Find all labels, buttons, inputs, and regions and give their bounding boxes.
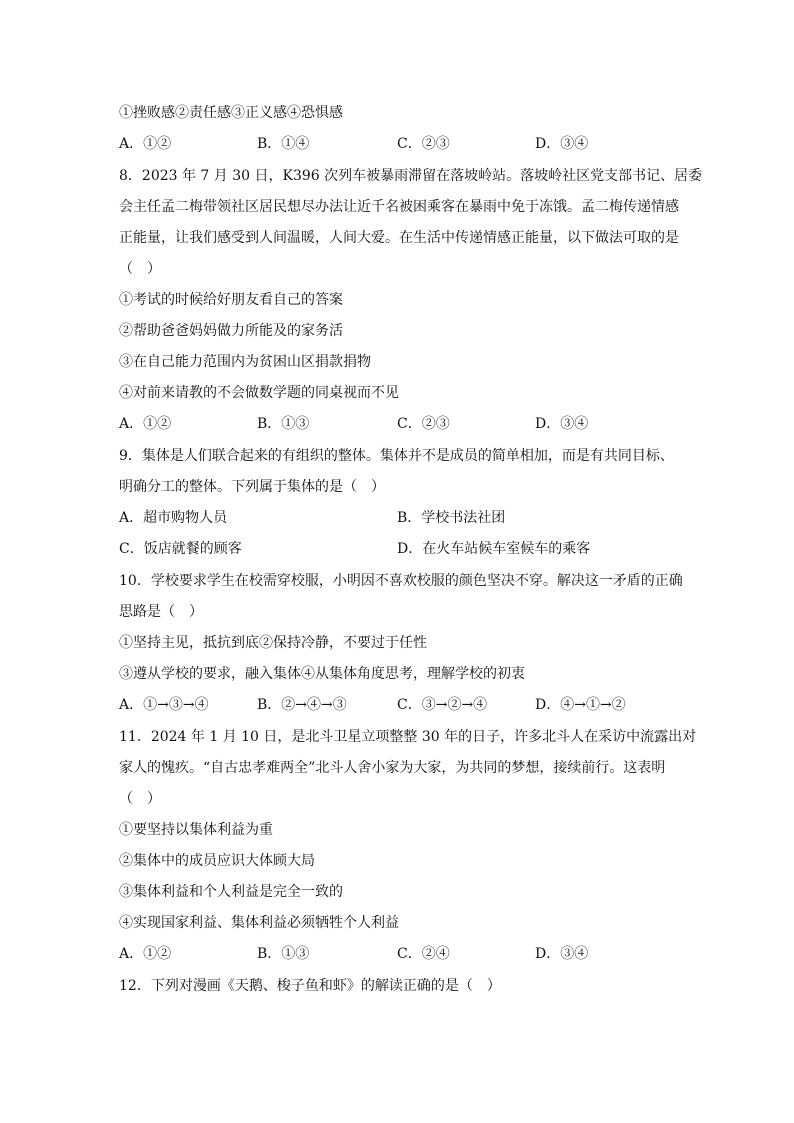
q10-option-a: A．①→③→④ xyxy=(119,697,209,713)
q11-item: ④实现国家利益、集体利益必须牺牲个人利益 xyxy=(119,915,399,931)
q11-item: ②集体中的成员应识大体顾大局 xyxy=(119,853,315,869)
q10-item: ①坚持主见，抵抗到底②保持冷静，不要过于任性 xyxy=(119,635,427,651)
q7-option-b: B．①④ xyxy=(257,136,310,152)
q11-item: ③集体利益和个人利益是完全一致的 xyxy=(119,884,343,900)
q12-stem-line: 12．下列对漫画《天鹅、梭子鱼和虾》的解读正确的是（ ） xyxy=(119,978,501,994)
q10-option-d: D．④→①→② xyxy=(535,697,626,713)
q7-option-d: D．③④ xyxy=(535,136,589,152)
q11-stem-line: 11．2024 年 1 月 10 日，是北斗卫星立项整整 30 年的日子，许多北斗人在采访中流露出对 xyxy=(119,729,697,745)
q10-item: ③遵从学校的要求，融入集体④从集体角度思考，理解学校的初衷 xyxy=(119,666,525,682)
q7-items: ①挫败感②责任感③正义感④恐惧感 xyxy=(119,105,343,121)
q9-stem-line: 明确分工的整体。下列属于集体的是（ ） xyxy=(119,479,385,495)
q7-option-c: C．②③ xyxy=(397,136,450,152)
q9-option-b: B．学校书法社团 xyxy=(397,510,506,526)
q10-stem-line: 10．学校要求学生在校需穿校服，小明因不喜欢校服的颜色坚决不穿。解决这一矛盾的正确 xyxy=(119,573,683,589)
q9-option-c: C．饭店就餐的顾客 xyxy=(119,541,242,557)
q11-option-b: B．①③ xyxy=(257,946,310,962)
q8-stem-line: 正能量，让我们感受到人间温暖，人间大爱。在生活中传递情感正能量，以下做法可取的是 xyxy=(119,230,679,246)
q8-option-b: B．①③ xyxy=(257,416,310,432)
q8-item: ③在自己能力范围内为贫困山区捐款捐物 xyxy=(119,354,371,370)
q8-stem-line: 会主任孟二梅带领社区居民想尽办法让近千名被困乘客在暴雨中免于冻饿。孟二梅传递情感 xyxy=(119,199,679,215)
q8-stem-line: （ ） xyxy=(119,261,161,277)
q10-stem-line: 思路是（ ） xyxy=(119,604,203,620)
q11-option-a: A．①② xyxy=(119,946,172,962)
q8-option-a: A．①② xyxy=(119,416,172,432)
q8-item: ①考试的时候给好朋友看自己的答案 xyxy=(119,292,343,308)
q10-option-b: B．②→④→③ xyxy=(257,697,347,713)
q8-item: ②帮助爸爸妈妈做力所能及的家务活 xyxy=(119,323,343,339)
q11-stem-line: （ ） xyxy=(119,791,161,807)
q9-option-d: D．在火车站候车室候车的乘客 xyxy=(397,541,591,557)
q8-item: ④对前来请教的不会做数学题的同桌视而不见 xyxy=(119,385,399,401)
q11-item: ①要坚持以集体利益为重 xyxy=(119,822,273,838)
q8-option-d: D．③④ xyxy=(535,416,589,432)
q8-option-c: C．②③ xyxy=(397,416,450,432)
q11-option-d: D．③④ xyxy=(535,946,589,962)
q10-option-c: C．③→②→④ xyxy=(397,697,488,713)
q9-option-a: A．超市购物人员 xyxy=(119,510,228,526)
q11-stem-line: 家人的愧疚。“自古忠孝难两全”北斗人舍小家为大家，为共同的梦想，接续前行。这表明 xyxy=(119,760,666,776)
q7-option-a: A．①② xyxy=(119,136,172,152)
q9-stem-line: 9．集体是人们联合起来的有组织的整体。集体并不是成员的简单相加，而是有共同目标、 xyxy=(119,448,674,464)
q11-option-c: C．②④ xyxy=(397,946,450,962)
q8-stem-line: 8．2023 年 7 月 30 日，K396 次列车被暴雨滞留在落坡岭站。落坡岭社区党支部书记、居委 xyxy=(119,168,703,184)
